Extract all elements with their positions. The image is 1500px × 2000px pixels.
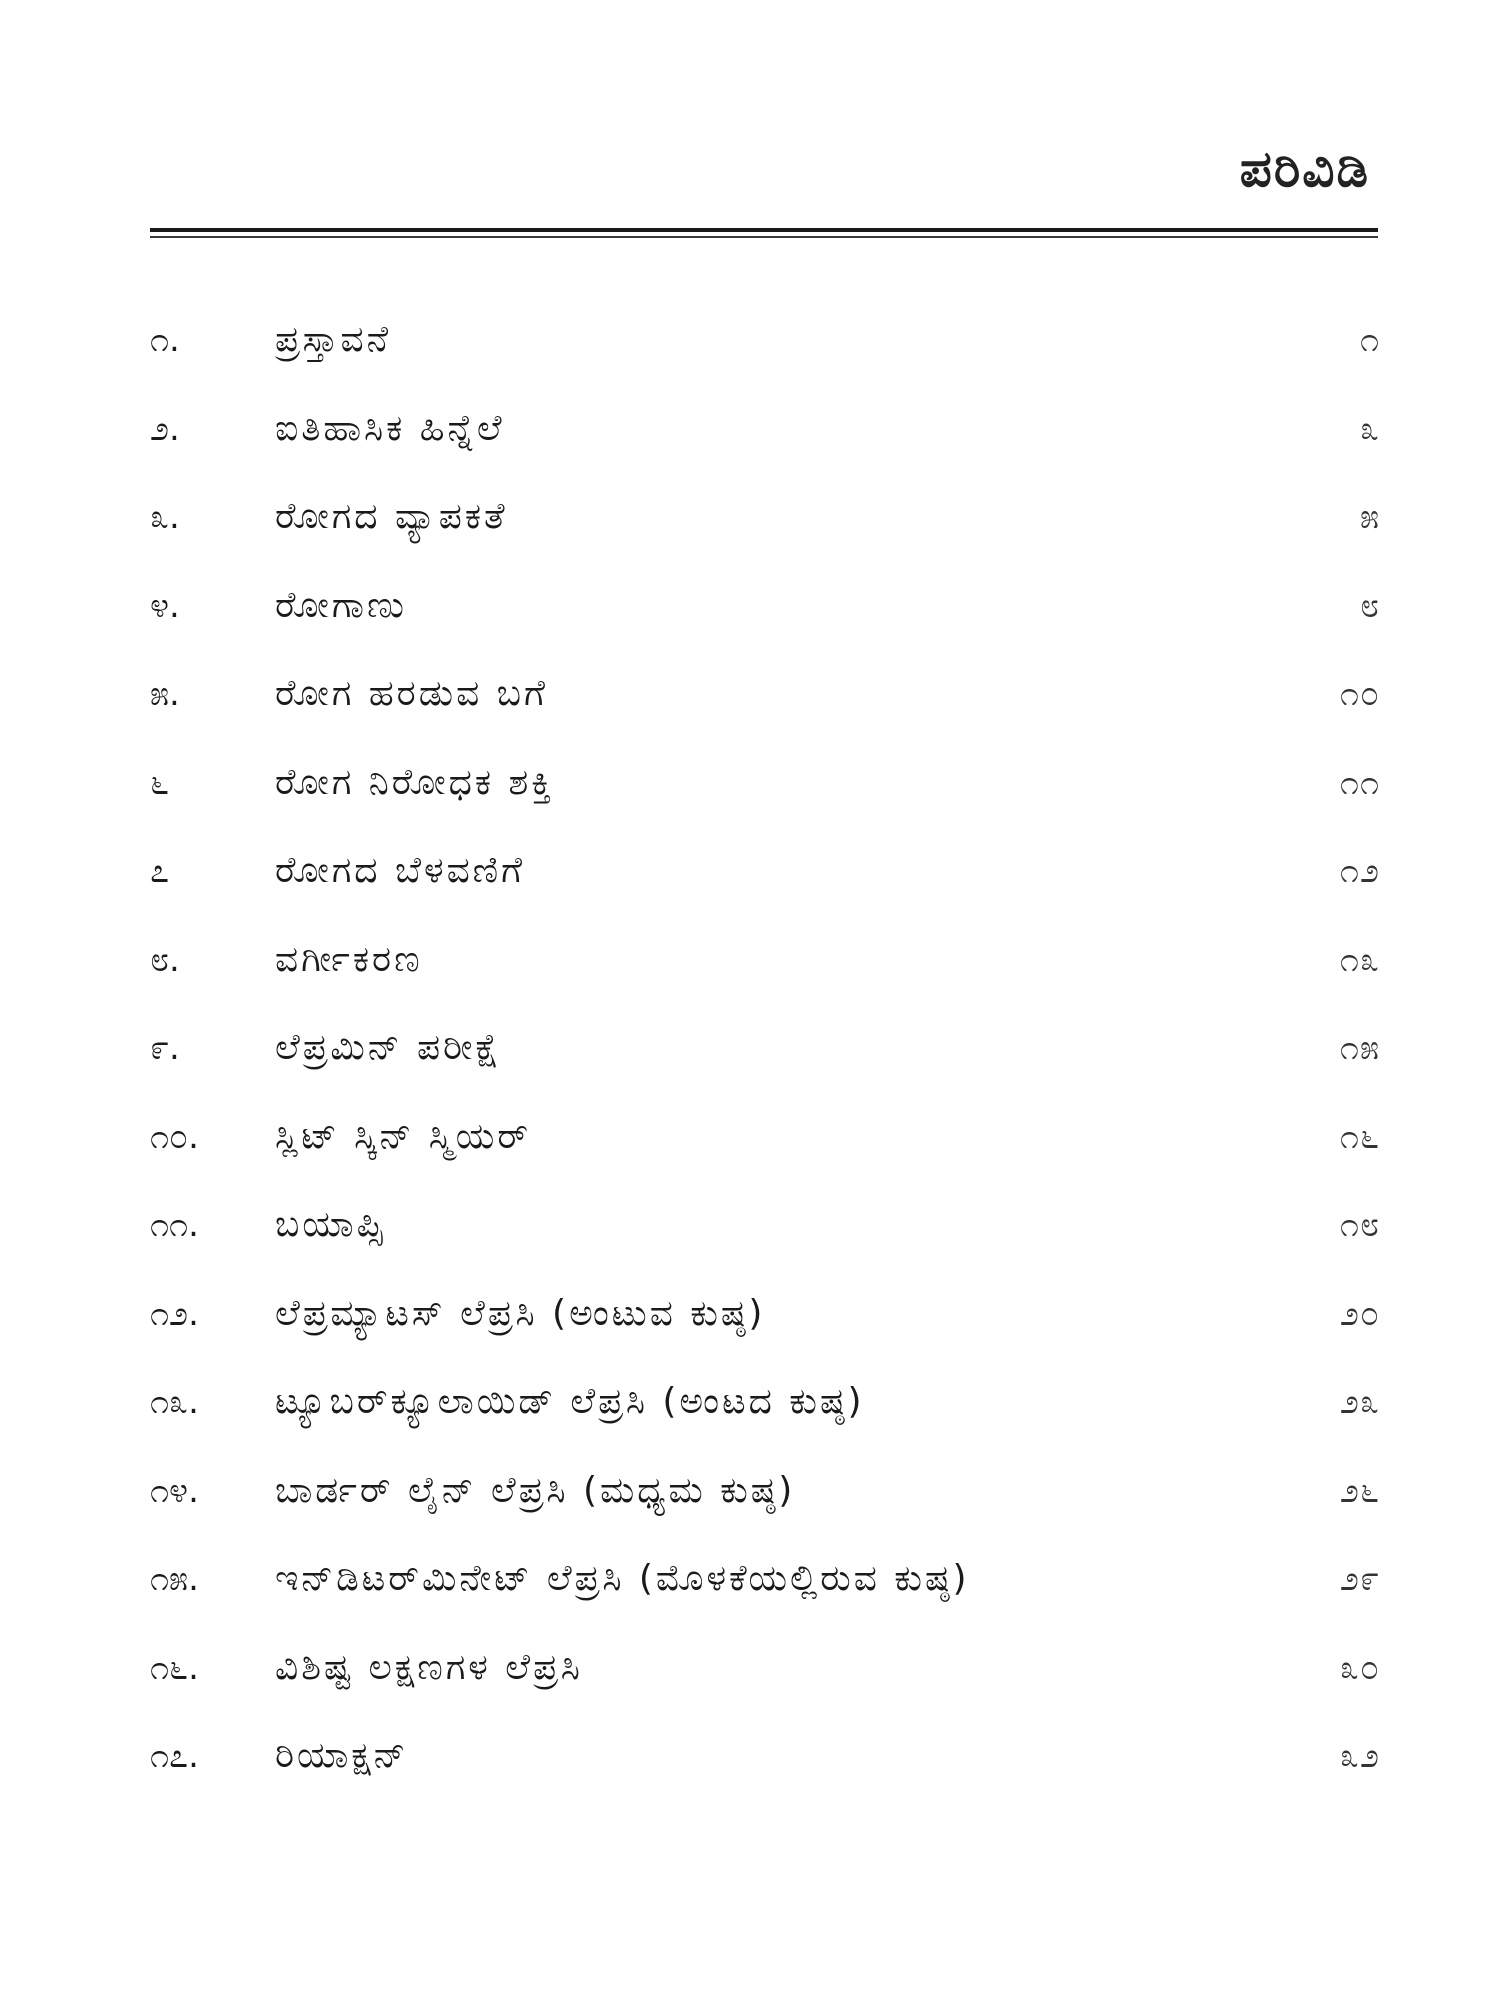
toc-entry-number: ೩. [150,497,180,538]
toc-entry [150,1712,1380,1801]
toc-entry [150,1358,1380,1447]
toc-entry-title: ರೋಗ ನಿರೋಧಕ ಶಕ್ತಿ [275,761,555,803]
toc-entry-page: ೧೧ [1339,762,1380,803]
toc-entry [150,1270,1380,1359]
toc-entry [150,650,1380,739]
toc-entry-number: ೧೨. [150,1293,199,1334]
toc-entry-page: ೧೮ [1339,1205,1380,1246]
toc-entry-title: ವರ್ಗೀಕರಣ [275,938,423,980]
toc-entry-number: ೨. [150,408,180,449]
toc-entry-page: ೧ [1359,320,1380,361]
toc-entry-number: ೧೬. [150,1647,199,1688]
header-rule-thin [150,236,1378,238]
toc-entry-number: ೧೫. [150,1559,199,1600]
toc-entry [150,739,1380,828]
toc-entry [150,385,1380,474]
toc-entry [150,1624,1380,1713]
toc-entry-title: ರಿಯಾಕ್ಷನ್ [275,1735,409,1777]
toc-entry-title: ರೋಗ ಹರಡುವ ಬಗೆ [275,673,548,715]
toc-entry-title: ಟ್ಯೂಬರ್‌ಕ್ಯೂಲಾಯಿಡ್ ಲೆಪ್ರಸಿ (ಅಂಟದ ಕುಷ್ಠ) [275,1381,865,1423]
toc-entry-number: ೪. [150,585,180,626]
toc-entry-title: ಸ್ಲಿಟ್ ಸ್ಕಿನ್ ಸ್ಮಿಯರ್ [275,1115,532,1157]
toc-entry [150,827,1380,916]
toc-entry-page: ೨೯ [1339,1559,1380,1600]
toc-entry-page: ೨೬ [1339,1470,1380,1511]
toc-entry-number: ೧೩. [150,1382,199,1423]
toc-entry-number: ೭ [150,851,170,892]
toc-entry-title: ಬಾರ್ಡರ್ ಲೈನ್ ಲೆಪ್ರಸಿ (ಮಧ್ಯಮ ಕುಷ್ಠ) [275,1469,796,1511]
toc-entry-page: ೫ [1359,497,1380,538]
table-of-contents [150,296,1380,1801]
toc-entry-number: ೫. [150,674,180,715]
toc-entry-page: ೧೫ [1339,1028,1380,1069]
toc-entry-title: ಇನ್‌ಡಿಟರ್‌ಮಿನೇಟ್ ಲೆಪ್ರಸಿ (ಮೊಳಕೆಯಲ್ಲಿರುವ ಕುಷ್ಠ) [275,1558,970,1600]
toc-entry-page: ೧೬ [1339,1116,1380,1157]
toc-entry-title: ರೋಗದ ಬೆಳವಣಿಗೆ [275,850,526,892]
toc-entry-title: ಲೆಪ್ರಮ್ಯಾಟಸ್ ಲೆಪ್ರಸಿ (ಅಂಟುವ ಕುಷ್ಠ) [275,1292,766,1334]
toc-entry [150,916,1380,1005]
toc-entry-number: ೯. [150,1028,180,1069]
toc-entry-number: ೧. [150,320,180,361]
toc-entry-title: ಐತಿಹಾಸಿಕ ಹಿನ್ನೆಲೆ [275,407,505,449]
toc-entry-number: ೬ [150,762,170,803]
toc-entry [150,1004,1380,1093]
toc-entry-number: ೧೭. [150,1736,199,1777]
toc-entry-title: ಪ್ರಸ್ತಾವನೆ [275,319,392,361]
toc-entry [150,1447,1380,1536]
toc-entry [150,1181,1380,1270]
toc-entry-page: ೧೩ [1339,939,1380,980]
toc-entry-title: ರೋಗಾಣು [275,584,407,626]
toc-entry-title: ಲೆಪ್ರಮಿನ್ ಪರೀಕ್ಷೆ [275,1027,502,1069]
header-rule-thick [150,228,1378,232]
toc-entry-page: ೧೦ [1339,674,1380,715]
toc-entry-page: ೨೦ [1339,1293,1380,1334]
toc-entry-number: ೮. [150,939,180,980]
toc-entry [150,562,1380,651]
toc-entry-number: ೧೪. [150,1470,199,1511]
toc-entry [150,1535,1380,1624]
toc-entry-page: ೮ [1359,585,1380,626]
toc-entry-title: ಬಯಾಪ್ಸಿ [275,1204,387,1246]
toc-entry-number: ೧೧. [150,1205,199,1246]
toc-entry-page: ೨೩ [1339,1382,1380,1423]
toc-entry [150,473,1380,562]
toc-entry-title: ರೋಗದ ವ್ಯಾಪಕತೆ [275,496,508,538]
toc-entry-page: ೩೦ [1339,1647,1380,1688]
toc-entry-number: ೧೦. [150,1116,199,1157]
toc-entry-page: ೩೨ [1339,1736,1380,1777]
page-title: ಪರಿವಿಡಿ [1239,140,1370,198]
toc-entry-page: ೧೨ [1339,851,1380,892]
toc-entry [150,296,1380,385]
toc-entry-title: ವಿಶಿಷ್ಟ ಲಕ್ಷಣಗಳ ಲೆಪ್ರಸಿ [275,1646,583,1688]
toc-entry [150,1093,1380,1182]
toc-entry-page: ೩ [1359,408,1380,449]
